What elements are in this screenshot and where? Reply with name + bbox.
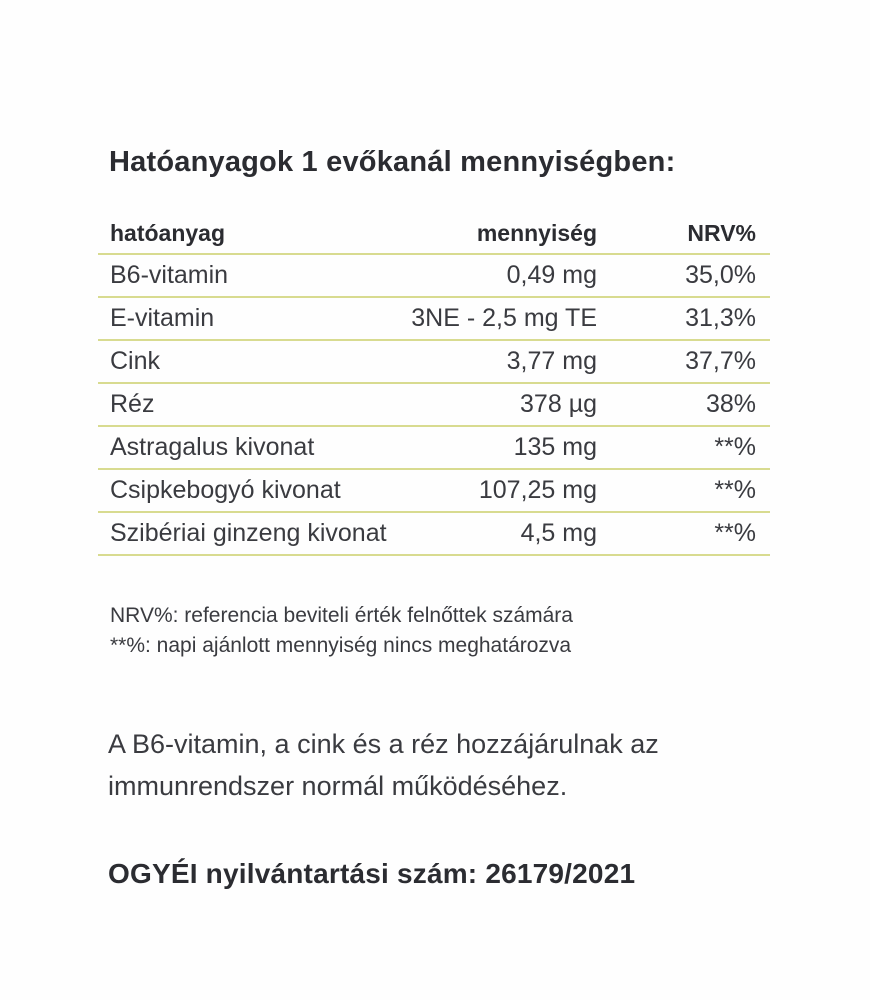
ingredient-name-cell: Astragalus kivonat xyxy=(110,433,315,461)
table-row xyxy=(98,470,770,513)
footnote-asterisk: **%: napi ajánlott mennyiség nincs meghatározva xyxy=(110,634,572,657)
amount-cell: 0,49 mg xyxy=(506,261,597,289)
ingredient-name-cell: Réz xyxy=(110,390,155,418)
ingredient-name-cell: Szibériai ginzeng kivonat xyxy=(110,519,387,547)
footnote-nrv: NRV%: referencia beviteli érték felnőttek számára xyxy=(110,604,573,627)
amount-cell: 107,25 mg xyxy=(478,476,597,504)
table-row xyxy=(98,513,770,556)
table-row xyxy=(98,341,770,384)
nrv-cell: 38% xyxy=(705,390,756,418)
health-claim-text: A B6-vitamin, a cink és a réz hozzájárulnak az immunrendszer normál működéséhez. xyxy=(108,729,659,801)
table-row xyxy=(98,384,770,427)
table-header-row xyxy=(98,213,770,255)
amount-cell: 378 µg xyxy=(520,390,597,418)
ingredient-name-cell: Cink xyxy=(110,347,161,375)
ingredients-table xyxy=(98,213,770,556)
amount-cell: 4,5 mg xyxy=(520,519,597,547)
amount-cell: 3NE - 2,5 mg TE xyxy=(411,304,597,332)
amount-cell: 3,77 mg xyxy=(506,347,597,375)
table-row xyxy=(98,427,770,470)
column-header-nrv: NRV% xyxy=(687,219,756,246)
nrv-cell: **% xyxy=(714,476,756,504)
ingredient-name-cell: B6-vitamin xyxy=(110,261,229,289)
nrv-cell: **% xyxy=(714,433,756,461)
nrv-cell: 35,0% xyxy=(685,261,756,289)
nrv-cell: 37,7% xyxy=(685,347,756,375)
registration-number: OGYÉI nyilvántartási szám: 26179/2021 xyxy=(108,858,636,889)
ingredient-name-cell: Csipkebogyó kivonat xyxy=(110,476,341,504)
footnotes xyxy=(110,601,573,661)
amount-cell: 135 mg xyxy=(513,433,597,461)
table-row xyxy=(98,298,770,341)
nrv-cell: 31,3% xyxy=(685,304,756,332)
column-header-amount: mennyiség xyxy=(476,219,597,246)
column-header-ingredient: hatóanyag xyxy=(110,219,226,246)
page-title: Hatóanyagok 1 evőkanál mennyiségben: xyxy=(109,146,676,178)
nrv-cell: **% xyxy=(714,519,756,547)
ingredient-name-cell: E-vitamin xyxy=(110,304,215,332)
table-row xyxy=(98,255,770,298)
